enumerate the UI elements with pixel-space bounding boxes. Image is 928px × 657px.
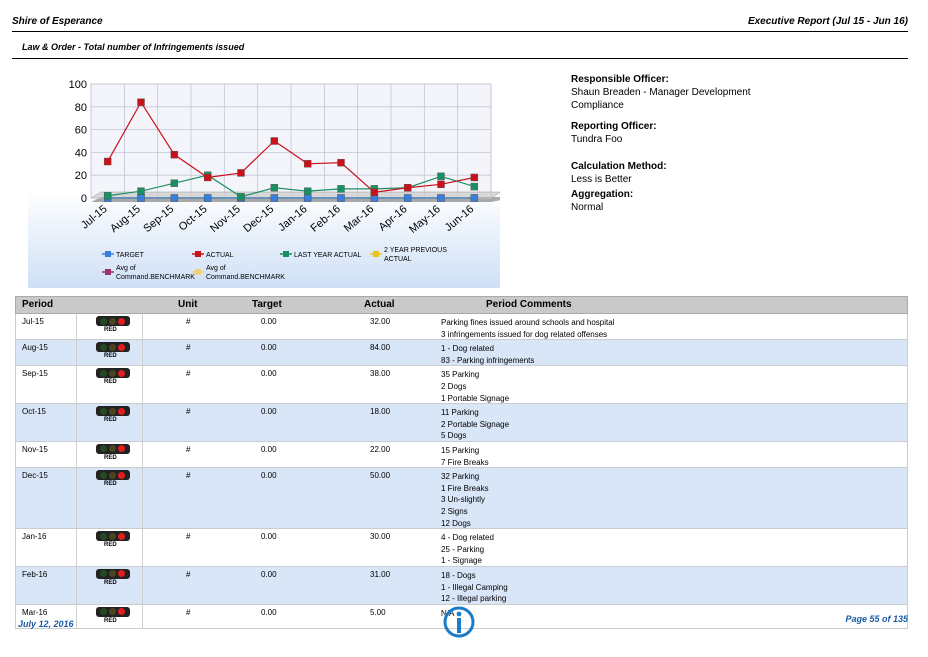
report-title: Executive Report (Jul 15 - Jun 16) xyxy=(747,16,908,27)
column-divider xyxy=(76,529,77,566)
table-row xyxy=(15,529,908,567)
column-divider xyxy=(76,468,77,528)
row-unit: # xyxy=(186,532,191,542)
legend-label: ACTUAL xyxy=(384,256,412,263)
legend-label: LAST YEAR ACTUAL xyxy=(294,252,362,259)
x-tick-label: Sep-15 xyxy=(141,203,177,236)
column-divider xyxy=(76,605,77,628)
row-target: 0.00 xyxy=(261,407,277,417)
row-period: Aug-15 xyxy=(22,343,48,353)
table-body xyxy=(15,314,908,629)
x-tick-label: May-16 xyxy=(407,203,443,236)
data-point xyxy=(238,169,245,176)
column-divider xyxy=(142,567,143,604)
page-subtitle: Law & Order - Total number of Infringements issued xyxy=(22,42,245,52)
traffic-light-icon xyxy=(96,316,130,326)
legend-label: Command.BENCHMARK xyxy=(116,274,195,281)
comment-line: 25 - Parking xyxy=(441,544,485,554)
organization-name: Shire of Esperance xyxy=(12,16,103,27)
data-point xyxy=(171,151,178,158)
comment-line: 2 Signs xyxy=(441,506,468,516)
comment-line: 1 - Signage xyxy=(441,556,482,566)
legend-label: TARGET xyxy=(116,252,144,259)
traffic-light-icon xyxy=(96,444,130,454)
y-tick-label: 40 xyxy=(74,147,87,160)
data-point xyxy=(138,195,145,202)
status-label: RED xyxy=(104,454,117,461)
status-label: RED xyxy=(104,617,117,624)
legend-label: Command.BENCHMARK xyxy=(206,274,285,281)
y-tick-label: 20 xyxy=(74,170,87,183)
y-tick-label: 0 xyxy=(80,193,87,205)
data-point xyxy=(438,195,445,202)
row-period: Feb-16 xyxy=(22,569,48,579)
data-point xyxy=(338,159,345,166)
row-target: 0.00 xyxy=(261,569,277,579)
comment-line: 1 - Dog related xyxy=(441,344,494,354)
legend-marker xyxy=(195,251,201,257)
data-point xyxy=(138,99,145,106)
traffic-light-icon xyxy=(96,531,130,541)
data-point xyxy=(404,195,411,202)
data-point xyxy=(271,195,278,202)
comment-line: 83 - Parking infringements xyxy=(441,355,535,365)
row-comments xyxy=(441,317,614,340)
traffic-light-icon xyxy=(96,607,130,617)
row-period: Oct-15 xyxy=(22,407,47,417)
row-actual: 32.00 xyxy=(370,317,391,326)
data-point xyxy=(104,192,111,199)
row-unit: # xyxy=(186,569,191,579)
x-tick-label: Jan-16 xyxy=(276,203,310,234)
calculation-method-value: Less is Better xyxy=(571,174,632,185)
row-comments xyxy=(441,532,494,567)
infringements-chart xyxy=(28,72,500,288)
data-point xyxy=(138,188,145,195)
comment-line: 1 Portable Signage xyxy=(441,393,510,403)
comment-line: 12 Dogs xyxy=(441,518,471,528)
x-tick-label: Jul-15 xyxy=(78,203,110,232)
traffic-light-icon xyxy=(96,368,130,378)
row-target: 0.00 xyxy=(261,343,277,353)
x-tick-label: Jun-16 xyxy=(442,203,477,234)
legend-marker xyxy=(195,269,201,275)
row-comments xyxy=(441,407,509,442)
comment-line: 1 Fire Breaks xyxy=(441,483,489,493)
column-divider xyxy=(76,314,77,339)
row-comments xyxy=(441,445,489,468)
legend-marker xyxy=(105,251,111,257)
legend-label: ACTUAL xyxy=(206,252,234,259)
data-point xyxy=(471,174,478,181)
data-point xyxy=(271,184,278,191)
y-tick-label: 80 xyxy=(74,101,87,114)
data-point xyxy=(204,195,211,202)
data-point xyxy=(371,189,378,196)
reporting-officer-name: Tundra Foo xyxy=(571,134,623,145)
comment-line: 5 Dogs xyxy=(441,431,467,441)
column-divider xyxy=(76,404,77,441)
table-row xyxy=(15,567,908,605)
comment-line: Parking fines issued around schools and hospital xyxy=(441,318,615,327)
data-point xyxy=(238,193,245,200)
row-period: Jul-15 xyxy=(22,317,44,326)
comment-line: 3 infringements issued for dog related offenses xyxy=(441,329,608,339)
header-actual: Actual xyxy=(364,299,395,310)
x-tick-label: Mar-16 xyxy=(341,203,377,235)
y-tick-label: 60 xyxy=(74,124,87,137)
comment-line: 11 Parking xyxy=(441,408,479,418)
comment-line: 7 Fire Breaks xyxy=(441,457,489,467)
table-row xyxy=(15,442,908,468)
table-row xyxy=(15,404,908,442)
column-divider xyxy=(142,468,143,528)
traffic-light-icon xyxy=(96,569,130,579)
x-tick-label: Feb-16 xyxy=(308,203,343,235)
row-target: 0.00 xyxy=(261,369,277,379)
comment-line: 35 Parking xyxy=(441,370,480,380)
data-point xyxy=(404,184,411,191)
column-divider xyxy=(142,605,143,628)
status-label: RED xyxy=(104,327,117,333)
data-point xyxy=(438,173,445,180)
status-label: RED xyxy=(104,379,117,386)
chart-svg xyxy=(28,72,500,288)
table-row xyxy=(15,314,908,340)
column-divider xyxy=(142,442,143,467)
column-divider xyxy=(142,340,143,365)
data-point xyxy=(104,158,111,165)
responsible-officer-role: Compliance xyxy=(571,100,624,111)
comment-line: 15 Parking xyxy=(441,445,480,455)
row-actual: 18.00 xyxy=(370,407,391,417)
column-divider xyxy=(76,567,77,604)
legend-marker xyxy=(105,269,111,275)
comment-line: 1 - Illegal Camping xyxy=(441,582,508,592)
column-divider xyxy=(142,314,143,339)
reporting-officer-label: Reporting Officer: xyxy=(571,121,657,132)
data-point xyxy=(271,138,278,145)
comment-line: 2 Dogs xyxy=(441,381,467,391)
row-period: Sep-15 xyxy=(22,369,48,379)
row-comments xyxy=(441,343,534,366)
row-period: Nov-15 xyxy=(22,444,48,454)
header-divider xyxy=(12,31,908,32)
row-unit: # xyxy=(186,471,191,481)
row-period: Dec-15 xyxy=(22,471,48,481)
legend-marker xyxy=(283,251,289,257)
row-target: 0.00 xyxy=(261,532,277,542)
row-actual: 50.00 xyxy=(370,471,391,481)
column-divider xyxy=(76,340,77,365)
table-header xyxy=(15,296,908,314)
row-unit: # xyxy=(186,407,191,417)
column-divider xyxy=(142,404,143,441)
data-point xyxy=(471,183,478,190)
comment-line: 18 - Dogs xyxy=(441,570,476,580)
status-label: RED xyxy=(104,579,117,586)
data-point xyxy=(171,180,178,187)
row-actual: 84.00 xyxy=(370,343,391,353)
x-tick-label: Apr-16 xyxy=(376,203,410,234)
data-point xyxy=(304,188,311,195)
responsible-officer-label: Responsible Officer: xyxy=(571,74,669,85)
column-divider xyxy=(76,366,77,403)
header-comments: Period Comments xyxy=(486,299,572,310)
data-point xyxy=(304,160,311,167)
row-target: 0.00 xyxy=(261,444,277,454)
row-actual: 31.00 xyxy=(370,569,391,579)
row-unit: # xyxy=(186,607,191,617)
legend-marker xyxy=(373,251,379,257)
traffic-light-icon xyxy=(96,342,130,352)
header-unit: Unit xyxy=(178,299,198,310)
table-row xyxy=(15,468,908,529)
footer-date: July 12, 2016 xyxy=(18,619,74,629)
row-actual: 5.00 xyxy=(370,607,386,617)
column-divider xyxy=(142,529,143,566)
row-actual: 30.00 xyxy=(370,532,391,542)
comment-line: 3 Un-slightly xyxy=(441,495,486,505)
comment-line: 32 Parking xyxy=(441,472,480,482)
traffic-light-icon xyxy=(96,470,130,480)
data-point xyxy=(304,195,311,202)
aggregation-label: Aggregation: xyxy=(571,189,634,200)
comment-line: 12 - Illegal parking xyxy=(441,594,507,604)
aggregation-value: Normal xyxy=(571,202,604,213)
header-target: Target xyxy=(252,299,282,310)
data-point xyxy=(171,195,178,202)
comment-line: 4 - Dog related xyxy=(441,533,494,543)
row-unit: # xyxy=(186,343,191,353)
row-unit: # xyxy=(186,369,191,379)
legend-label: 2 YEAR PREVIOUS xyxy=(384,247,447,254)
status-label: RED xyxy=(104,542,117,549)
comment-line: N/A xyxy=(441,608,455,618)
x-tick-label: Oct-15 xyxy=(176,203,210,234)
traffic-light-icon xyxy=(96,406,130,416)
data-point xyxy=(338,195,345,202)
x-tick-label: Dec-15 xyxy=(241,203,277,236)
data-point xyxy=(438,181,445,188)
row-period: Jan-16 xyxy=(22,532,47,542)
data-point xyxy=(471,195,478,202)
table-row xyxy=(15,366,908,404)
row-target: 0.00 xyxy=(261,317,277,326)
x-tick-label: Aug-15 xyxy=(108,203,143,236)
row-comments xyxy=(441,570,508,605)
column-divider xyxy=(76,442,77,467)
row-target: 0.00 xyxy=(261,607,277,617)
data-point xyxy=(204,174,211,181)
subtitle-divider xyxy=(12,58,908,59)
status-label: RED xyxy=(104,353,117,360)
row-target: 0.00 xyxy=(261,471,277,481)
status-label: RED xyxy=(104,481,117,488)
y-tick-label: 100 xyxy=(68,79,87,91)
comment-line: 2 Portable Signage xyxy=(441,419,510,429)
row-actual: 38.00 xyxy=(370,369,391,379)
row-period: Mar-16 xyxy=(22,607,48,617)
column-divider xyxy=(142,366,143,403)
period-table xyxy=(15,296,908,629)
header-period: Period xyxy=(22,299,54,310)
table-row xyxy=(15,340,908,366)
row-comments xyxy=(441,471,489,529)
calculation-method-label: Calculation Method: xyxy=(571,161,667,172)
legend-label: Avg of xyxy=(116,265,136,272)
x-tick-label: Nov-15 xyxy=(208,203,243,236)
row-actual: 22.00 xyxy=(370,444,391,454)
page-number: Page 55 of 135 xyxy=(845,614,908,624)
legend-label: Avg of xyxy=(206,265,226,272)
kpi-info-panel xyxy=(571,73,751,222)
data-point xyxy=(338,185,345,192)
responsible-officer-name: Shaun Breaden - Manager Development xyxy=(571,87,751,98)
company-logo xyxy=(440,606,478,643)
row-comments xyxy=(441,369,509,404)
row-unit: # xyxy=(186,317,191,326)
row-unit: # xyxy=(186,444,191,454)
status-label: RED xyxy=(104,417,117,424)
